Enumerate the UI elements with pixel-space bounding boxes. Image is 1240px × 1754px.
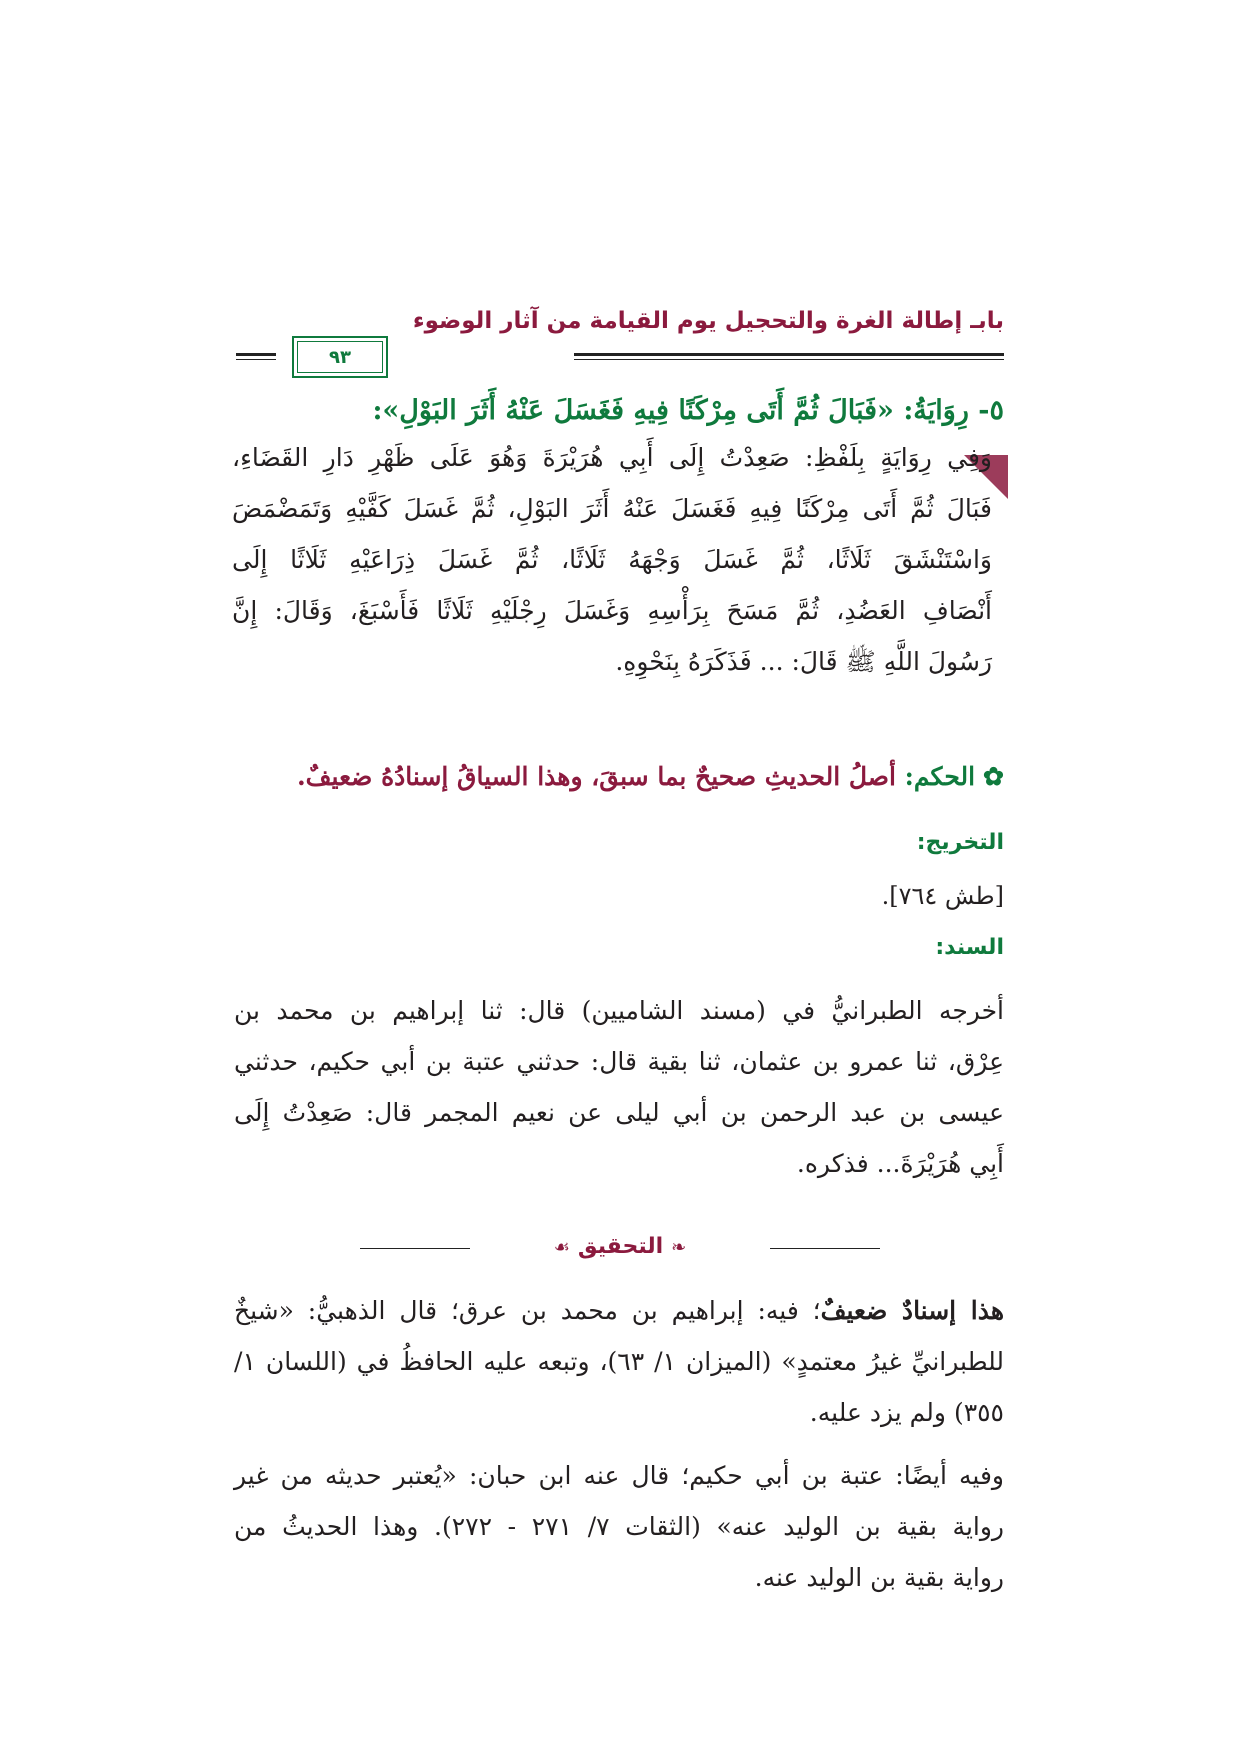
- ornament-icon: ❧: [671, 1237, 687, 1258]
- sanad-line: عِرْق، ثنا عمرو بن عثمان، ثنا بقية قال: حدثني عتبة بن أبي حكيم، حدثني: [234, 1047, 1004, 1076]
- narration-line: رَسُولَ اللَّهِ ﷺ قَالَ: ... فَذَكَرَهُ بِنَحْوِهِ.: [615, 647, 992, 676]
- tahqiq-line: رواية بقية بن الوليد عنه» (الثقات ٧/ ٢٧١ - ٢٧٢). وهذا الحديثُ من: [234, 1512, 1004, 1541]
- flower-icon: ✿: [983, 762, 1004, 791]
- ruling: [234, 762, 1004, 791]
- page-number: ٩٣: [329, 346, 351, 368]
- divider-line: [360, 1248, 470, 1249]
- ornament-icon: ☙: [553, 1237, 570, 1258]
- sanad-line: عيسى بن عبد الرحمن بن أبي ليلى عن نعيم المجمر قال: صَعِدْتُ إِلَى: [234, 1098, 1004, 1127]
- tahqiq-line: رواية بقية بن الوليد عنه.: [754, 1563, 1004, 1592]
- page-header: [236, 308, 1004, 368]
- tahqiq-line-rest: ؛ فيه: إبراهيم بن محمد بن عرق؛ قال الذهبيُّ: «شيخٌ: [234, 1296, 821, 1325]
- tahqiq-ornament: [470, 1234, 770, 1259]
- tahqiq-line: وفيه أيضًا: عتبة بن أبي حكيم؛ قال عنه ابن حبان: «يُعتبر حديثه من غير: [234, 1461, 1004, 1490]
- narration-line: وَاسْتَنْشَقَ ثَلَاثًا، ثُمَّ غَسَلَ وَجْهَهُ ثَلَاثًا، ثُمَّ غَسَلَ ذِرَاعَيْهِ ثَلَاثًا إِلَى: [232, 545, 992, 574]
- tahqiq-line: ٣٥٥) ولم يزد عليه.: [809, 1398, 1004, 1427]
- sanad-heading: السند:: [935, 935, 1004, 960]
- running-title: بابـ إطالة الغرة والتحجيل يوم القيامة من آثار الوضوء: [412, 308, 1004, 334]
- sanad-line: أَبِي هُرَيْرَةَ... فذكره.: [796, 1149, 1004, 1178]
- tahqiq-lead: هذا إسنادٌ ضعيفٌ: [820, 1296, 1005, 1325]
- sanad-line: أخرجه الطبرانيُّ في (مسند الشاميين) قال: ثنا إبراهيم بن محمد بن: [234, 996, 1004, 1025]
- tahqiq-line: [234, 1285, 1004, 1336]
- header-rule: [574, 359, 1004, 360]
- takhrij-reference: [طش ٧٦٤].: [881, 882, 1004, 910]
- ruling-label: الحكم:: [904, 762, 976, 791]
- narration-line: أَنْصَافِ العَضُدِ، ثُمَّ مَسَحَ بِرَأْسِهِ وَغَسَلَ رِجْلَيْهِ ثَلَاثًا فَأَسْبَغَ، وَقَالَ: إِنَّ: [232, 596, 992, 625]
- tahqiq-divider: [360, 1234, 880, 1264]
- header-rule: [236, 353, 276, 356]
- narration-line: وَفِي رِوَايَةٍ بِلَفْظِ: صَعِدْتُ إِلَى أَبِي هُرَيْرَةَ وَهُوَ عَلَى ظَهْرِ دَارِ القَضَاءِ،: [232, 443, 992, 472]
- narration-line: فَبَالَ ثُمَّ أَتَى مِرْكَنًا فِيهِ فَغَسَلَ عَنْهُ أَثَرَ البَوْلِ، ثُمَّ غَسَلَ كَفَّيْهِ وَتَمَضْمَضَ: [232, 494, 992, 523]
- ruling-text: أصلُ الحديثِ صحيحٌ بما سبقَ، وهذا السياقُ إسنادُهُ ضعيفٌ.: [296, 762, 896, 791]
- tahqiq-line: للطبرانيِّ غيرُ معتمدٍ» (الميزان ١/ ٦٣)، وتبعه عليه الحافظُ في (اللسان ١/: [234, 1347, 1004, 1376]
- header-rule: [574, 353, 1004, 356]
- tahqiq-heading: التحقيق: [577, 1234, 664, 1259]
- takhrij-heading: التخريج:: [916, 830, 1004, 855]
- section-heading: ٥- رِوَايَةُ: «فَبَالَ ثُمَّ أَتَى مِرْكَنًا فِيهِ فَغَسَلَ عَنْهُ أَثَرَ البَوْلِ»:: [372, 395, 1004, 426]
- divider-line: [770, 1248, 880, 1249]
- header-rule: [236, 359, 276, 360]
- page-number-frame: [292, 336, 388, 378]
